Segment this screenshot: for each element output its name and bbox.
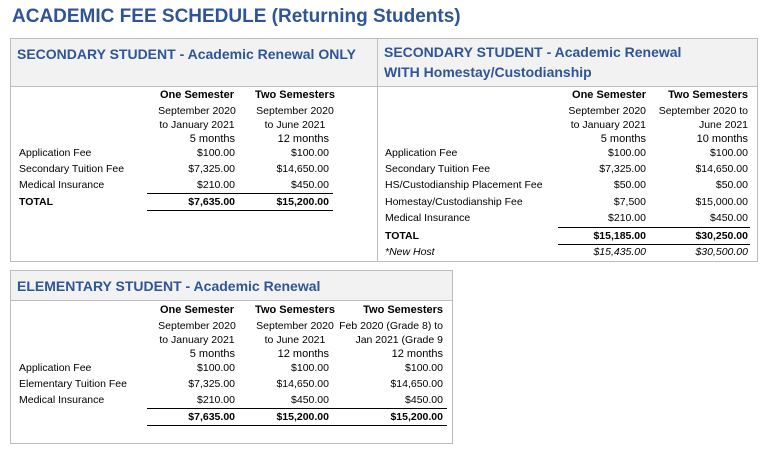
col-one-semester-line1: September 2020 xyxy=(158,105,236,117)
fee-label: Application Fee xyxy=(19,362,92,374)
fee-label: Secondary Tuition Fee xyxy=(19,163,125,175)
fee-value-two-semesters: $100.00 xyxy=(710,147,748,159)
new-host-label: *New Host xyxy=(385,246,435,258)
col-two-semesters-line2: to June 2021 xyxy=(264,119,326,131)
fee-value-one-semester: $7,325.00 xyxy=(599,163,646,175)
fee-label: Secondary Tuition Fee xyxy=(385,163,491,175)
col-one-semester-head: One Semester xyxy=(160,304,234,316)
col-two-semesters-line1: September 2020 to xyxy=(658,105,748,117)
col-one-semester-head: One Semester xyxy=(160,89,234,101)
fee-value-two-semesters: $100.00 xyxy=(291,362,329,374)
fee-value-grade-semesters: $450.00 xyxy=(405,394,443,406)
total-value-one-semester: $15,185.00 xyxy=(593,230,646,242)
total-value-two-semesters: $15,200.00 xyxy=(276,196,329,208)
new-host-value-one-semester: $15,435.00 xyxy=(593,246,646,258)
col-one-semester-line2: to January 2021 xyxy=(159,334,235,346)
total-rule xyxy=(147,210,333,211)
fee-value-one-semester: $50.00 xyxy=(613,179,646,191)
col-two-semesters-head: Two Semesters xyxy=(255,304,335,316)
fee-value-one-semester: $7,325.00 xyxy=(188,163,235,175)
col-one-semester-line1: September 2020 xyxy=(568,105,646,117)
col-one-semester-line3: 5 months xyxy=(189,133,235,145)
total-value-one-semester: $7,635.00 xyxy=(188,411,235,423)
col-two-semesters-line3: 12 months xyxy=(277,348,329,360)
col-two-semesters-head: Two Semesters xyxy=(255,89,335,101)
fee-value-grade-semesters: $100.00 xyxy=(405,362,443,374)
col-one-semester-head: One Semester xyxy=(572,89,646,101)
secondary-renewal-panel xyxy=(10,38,379,262)
col-two-semesters-line1: September 2020 xyxy=(256,105,334,117)
fee-value-one-semester: $210.00 xyxy=(197,179,235,191)
col-two-semesters-line3: 10 months xyxy=(696,133,748,145)
fee-label: Elementary Tuition Fee xyxy=(19,378,127,390)
panel-heading xyxy=(11,271,452,301)
elementary-renewal-panel xyxy=(10,270,453,444)
fee-value-two-semesters: $450.00 xyxy=(291,394,329,406)
col-one-semester-line1: September 2020 xyxy=(158,320,236,332)
fee-value-two-semesters: $50.00 xyxy=(715,179,748,191)
fee-value-one-semester: $100.00 xyxy=(608,147,646,159)
col-two-semesters-head: Two Semesters xyxy=(668,89,748,101)
fee-value-one-semester: $7,500 xyxy=(613,196,646,208)
fee-value-one-semester: $100.00 xyxy=(197,147,235,159)
new-host-value-two-semesters: $30,500.00 xyxy=(695,246,748,258)
page-title: ACADEMIC FEE SCHEDULE (Returning Students) xyxy=(12,6,461,27)
fee-label: Application Fee xyxy=(19,147,92,159)
col-grade-semesters-head: Two Semesters xyxy=(363,304,443,316)
col-one-semester-line2: to January 2021 xyxy=(159,119,235,131)
col-two-semesters-line2: June 2021 xyxy=(698,119,748,131)
fee-value-two-semesters: $100.00 xyxy=(291,147,329,159)
total-label: TOTAL xyxy=(19,196,54,208)
fee-label: Medical Insurance xyxy=(19,179,105,191)
fee-label: Medical Insurance xyxy=(19,394,105,406)
col-two-semesters-line3: 12 months xyxy=(277,133,329,145)
total-label: TOTAL xyxy=(385,230,420,242)
fee-value-two-semesters: $450.00 xyxy=(710,212,748,224)
total-value-two-semesters: $15,200.00 xyxy=(276,411,329,423)
col-one-semester-line3: 5 months xyxy=(189,348,235,360)
col-two-semesters-line1: September 2020 xyxy=(256,320,334,332)
fee-value-two-semesters: $14,650.00 xyxy=(695,163,748,175)
panel-heading xyxy=(378,39,757,87)
panel-heading-line1: SECONDARY STUDENT - Academic Renewal xyxy=(384,44,682,60)
fee-value-one-semester: $210.00 xyxy=(608,212,646,224)
col-grade-semesters-line1: Feb 2020 (Grade 8) to xyxy=(339,320,443,332)
fee-value-two-semesters: $14,650.00 xyxy=(276,378,329,390)
fee-value-one-semester: $100.00 xyxy=(197,362,235,374)
fee-value-two-semesters: $15,000.00 xyxy=(695,196,748,208)
fee-value-grade-semesters: $14,650.00 xyxy=(390,378,443,390)
fee-value-two-semesters: $14,650.00 xyxy=(276,163,329,175)
col-grade-semesters-line2: Jan 2021 (Grade 9 xyxy=(355,334,443,346)
col-grade-semesters-line3: 12 months xyxy=(391,348,443,360)
panel-heading-text: ELEMENTARY STUDENT - Academic Renewal xyxy=(17,278,321,294)
total-value-two-semesters: $30,250.00 xyxy=(695,230,748,242)
fee-label: HS/Custodianship Placement Fee xyxy=(385,179,543,191)
panel-heading xyxy=(11,39,378,87)
fee-label: Medical Insurance xyxy=(385,212,471,224)
panel-heading-line2: WITH Homestay/Custodianship xyxy=(384,64,592,80)
fee-value-one-semester: $210.00 xyxy=(197,394,235,406)
panel-heading-text: SECONDARY STUDENT - Academic Renewal ONLY xyxy=(17,46,356,62)
total-value-grade-semesters: $15,200.00 xyxy=(390,411,443,423)
col-one-semester-line2: to January 2021 xyxy=(570,119,646,131)
fee-label: Homestay/Custodianship Fee xyxy=(385,196,523,208)
col-one-semester-line3: 5 months xyxy=(600,133,646,145)
fee-label: Application Fee xyxy=(385,147,458,159)
col-two-semesters-line2: to June 2021 xyxy=(264,334,326,346)
total-value-one-semester: $7,635.00 xyxy=(188,196,235,208)
secondary-homestay-panel xyxy=(377,38,758,262)
fee-value-two-semesters: $450.00 xyxy=(291,179,329,191)
fee-value-one-semester: $7,325.00 xyxy=(188,378,235,390)
total-rule xyxy=(147,425,447,426)
